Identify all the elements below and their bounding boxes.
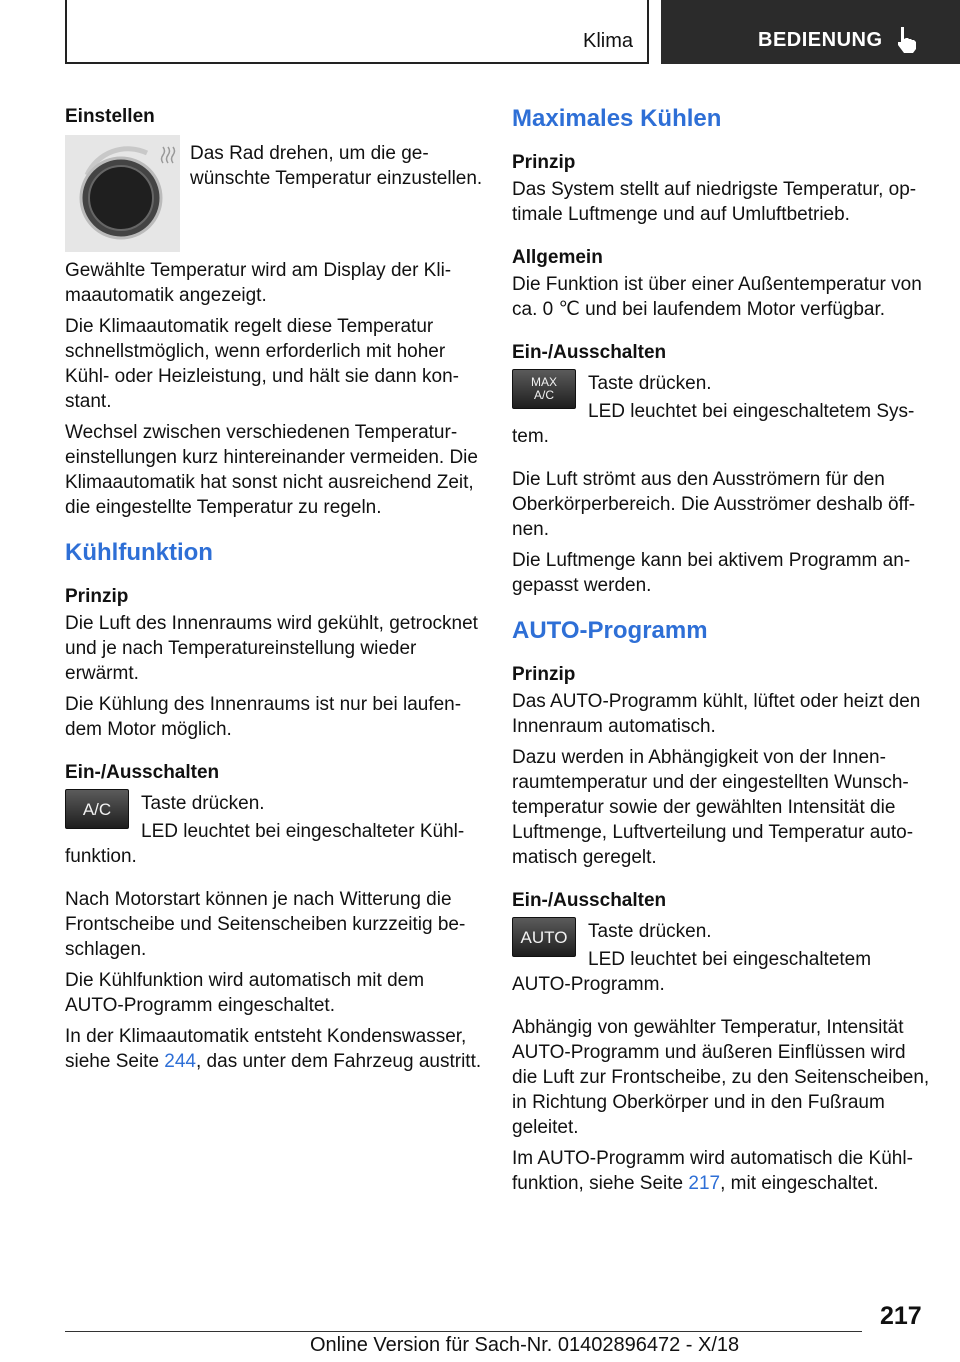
right-prinzip-text: Das System stellt auf niedrigste Temperatur, optimale Luftmenge und auf Umluftbetrieb. — [512, 179, 917, 225]
max-led-text: LED leuchtet bei eingeschaltetem System. — [512, 401, 915, 447]
prinzip-paragraph-2: Die Kühlung des Innenraums ist nur bei laufendem Motor möglich. — [65, 694, 462, 740]
temperature-knob-figure — [65, 135, 180, 252]
auto-led-text: LED leuchtet bei eingeschaltetem AUTO-Programm. — [512, 949, 872, 995]
ac-led-text: LED leuchtet bei eingeschalteter Kühlfunktion. — [65, 821, 465, 867]
max-ac-button-image — [512, 369, 576, 409]
left-paragraph-5: Die Kühlfunktion wird automatisch mit dem AUTO-Programm eingeschaltet. — [65, 970, 425, 1016]
page-link-244[interactable]: 244 — [164, 1051, 196, 1072]
ac-button-image: A/C — [65, 789, 129, 829]
para6-text-pre: In der Klimaautomatik entsteht Kondenswasser, siehe Seite — [65, 1026, 467, 1072]
right-paragraph-3: Abhängig von gewählter Temperatur, Intensität AUTO-Programm und äußeren Einflüssen wird die Luft zur Frontscheibe, zu den Seitenscheiben, in Richtung Oberkörper und in den Fußraum geleitet. — [512, 1017, 930, 1138]
right-column — [512, 104, 930, 1202]
allgemein-heading: Allgemein — [512, 247, 603, 268]
right-ein-ausschalten-heading: Ein-/Ausschalten — [512, 342, 667, 363]
para4-text-pre: Im AUTO-Programm wird automatisch die Kühlfunktion, siehe Seite — [512, 1148, 913, 1194]
auto-paragraph-1: Das AUTO-Programm kühlt, lüftet oder heizt den Innenraum automatisch. — [512, 691, 921, 737]
auto-taste-text: Taste drücken. — [588, 921, 712, 942]
left-paragraph-3: Wechsel zwischen verschiedenen Temperatureinstellungen kurz hintereinander vermeiden. Die Klimaautomatik hat sonst nicht ausreichend Zeit, die eingestellte Temperatur zu regeln. — [65, 422, 478, 518]
auto-paragraph-2: Dazu werden in Abhängigkeit von der Innenraumtemperatur und der eingestellten Wunschtemperatur sowie der gewählten Intensität die Luftmenge, Luftverteilung und Temperatur automatisch geregelt. — [512, 747, 914, 868]
right-paragraph-1: Die Luft strömt aus den Ausströmern für den Oberkörperbereich. Die Ausströmer deshalb öffnen. — [512, 469, 916, 540]
maximales-kuehlen-heading: Maximales Kühlen — [512, 105, 722, 132]
max-ac-button-row — [512, 367, 930, 437]
prinzip-paragraph-1: Die Luft des Innenraums wird gekühlt, getrocknet und je nach Temperatureinstellung wieder erwärmt. — [65, 613, 478, 684]
left-paragraph-2: Die Klimaautomatik regelt diese Temperatur schnellstmöglich, wenn erforderlich mit hoher Kühl- oder Heizleistung, und hält sie dann konstant. — [65, 316, 459, 412]
para6-text-post: , das unter dem Fahrzeug austritt. — [196, 1051, 482, 1072]
right-paragraph-4 — [512, 1146, 930, 1196]
ac-taste-text: Taste drücken. — [141, 793, 265, 814]
page-link-217[interactable]: 217 — [688, 1173, 721, 1194]
allgemein-text: Die Funktion ist über einer Außentemperatur von ca. 0 ℃ und bei laufendem Motor verfügbar. — [512, 274, 922, 320]
ac-button-row — [65, 787, 485, 857]
left-paragraph-6 — [65, 1024, 485, 1074]
pointing-hand-icon — [895, 25, 921, 55]
right-paragraph-2: Die Luftmenge kann bei aktivem Programm angepasst werden. — [512, 550, 911, 596]
prinzip-heading: Prinzip — [65, 586, 129, 607]
auto-ein-ausschalten-heading: Ein-/Ausschalten — [512, 890, 667, 911]
max-ac-button-top: MAX — [530, 375, 557, 389]
left-paragraph-1: Gewählte Temperatur wird am Display der Klimaautomatik angezeigt. — [65, 260, 452, 306]
header-chapter-box — [661, 0, 960, 64]
header-section-title: Klima — [582, 30, 633, 52]
einstellen-text: Das Rad drehen, um die gewünschte Temperatur einzustellen. — [190, 143, 483, 189]
header-section-box — [65, 0, 649, 64]
auto-button-row — [512, 915, 930, 985]
footer-online-version: Online Version für Sach-Nr. 01402896472 - X/18 — [310, 1334, 740, 1356]
footer-divider — [65, 1331, 862, 1332]
right-prinzip-heading: Prinzip — [512, 152, 576, 173]
left-column — [65, 104, 485, 1080]
para4-text-post: , mit eingeschaltet. — [720, 1173, 879, 1194]
auto-button-image: AUTO — [512, 917, 576, 957]
left-paragraph-4: Nach Motorstart können je nach Witterung die Frontscheibe und Seitenscheiben kurzzeitig beschlagen. — [65, 889, 466, 960]
kuehlfunktion-heading: Kühlfunktion — [65, 539, 213, 566]
max-ac-button-bottom: A/C — [533, 388, 554, 402]
page-number: 217 — [880, 1302, 922, 1330]
einstellen-heading: Einstellen — [65, 106, 155, 127]
ein-ausschalten-heading: Ein-/Ausschalten — [65, 762, 220, 783]
header-chapter-title: BEDIENUNG — [758, 29, 883, 51]
auto-programm-heading: AUTO-Programm — [512, 617, 708, 644]
temperature-knob-icon — [65, 135, 180, 252]
auto-prinzip-heading: Prinzip — [512, 664, 576, 685]
max-taste-text: Taste drücken. — [588, 373, 712, 394]
